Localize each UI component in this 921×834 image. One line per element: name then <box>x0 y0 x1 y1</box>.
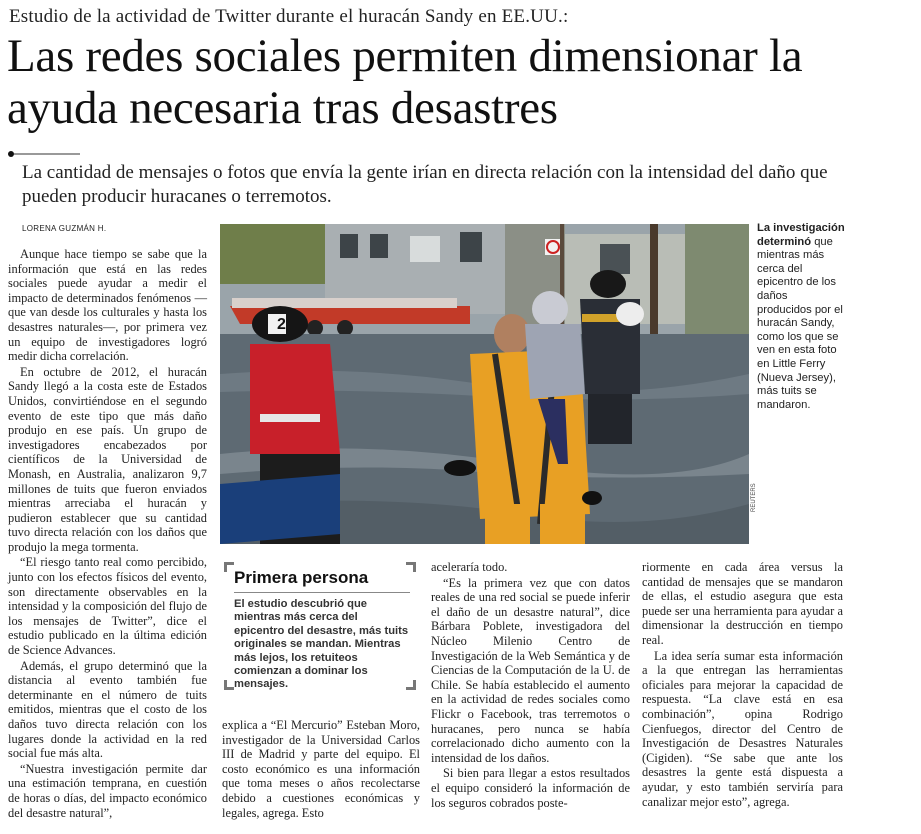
paragraph: Aunque hace tiempo se sabe que la información que está en las redes sociales puede ayudar a medir el impacto de determinados fenómenos —que van desde los culturales y hasta los desastres naturales—, por primera vez un equipo de investigadores logró medir dicha correlación. <box>8 247 207 364</box>
sidebar-rule <box>234 592 410 593</box>
caption-text: que mientras más cerca del epicentro de los daños producidos por el huracán Sandy, como los que se ven en esta foto en Little Ferry (Nueva Jersey), más tuits se mandaron. <box>757 235 843 411</box>
article-kicker: Estudio de la actividad de Twitter durante el huracán Sandy en EE.UU.: <box>9 6 569 27</box>
article-column-3 <box>431 560 630 811</box>
article-deck: La cantidad de mensajes o fotos que envía la gente irían en directa relación con la intensidad del daño que pueden producir huracanes o terremotos. <box>22 162 828 207</box>
news-photo <box>220 224 749 544</box>
byline: LORENA GUZMÁN H. <box>22 224 107 233</box>
deck-rule <box>14 153 80 155</box>
photo-credit: REUTERS <box>751 483 757 512</box>
caption-lead: La investigación determinó <box>757 222 845 248</box>
photo-caption <box>757 222 845 412</box>
flood-rescue-photo <box>220 224 749 544</box>
paragraph: explica a “El Mercurio” Esteban Moro, investigador de la Universidad Carlos III de Madrid y parte del equipo. El costo económico es una información que toma meses o años recolectarse debido a cuestiones económicas y legales, agrega. Esto <box>222 718 420 820</box>
helmet-number: 2 <box>277 316 286 333</box>
article-column-2 <box>222 718 420 821</box>
paragraph: aceleraría todo. <box>431 560 508 574</box>
paragraph: Si bien para llegar a estos resultados el equipo consideró la información de los seguros cobrados poste- <box>431 766 630 810</box>
sidebar-body: El estudio descubrió que mientras más cerca del epicentro del desastre, más tuits originales se mandan. Mientras más lejos, los retuiteos comienzan a dominar los mensajes. <box>234 598 409 691</box>
sidebar-title: Primera persona <box>234 568 369 587</box>
paragraph: Además, el grupo determinó que la distancia al evento también fue determinante en el número de tuits emitidos, mientras que el costo de los daños tuvo directa relación con los lugares donde la actividad en la red social fue más alta. <box>8 658 207 761</box>
sidebar-box <box>224 562 416 690</box>
article-column-4 <box>642 560 843 810</box>
paragraph: “Es la primera vez que con datos reales de una red social se puede inferir el daño de un desastre natural”, dice Bárbara Poblete, investigadora del Núcleo Milenio Centro de Investigación de la Web Semántica y de Ciencias de la Computación de la U. de Chile. Se había establecido el aumento en la actividad de redes sociales como Flickr o Facebook, tras terremotos o huracanes, pero nunca se había correlacionado dicho aumento con la intensidad de los daños. <box>431 575 630 765</box>
paragraph: En octubre de 2012, el huracán Sandy llegó a la costa este de Estados Unidos, convirtiéndose en el segundo evento de este tipo que más daño produjo en ese país. Un grupo de investigadores encabezados por científicos de la Universidad de Monash, en Australia, analizaron 9,7 millones de tuits que fueron enviados mientras arreciaba el huracán y pudieron establecer que su cantidad tuvo directa relación con los daños que produjo la mega tormenta. <box>8 364 207 554</box>
paragraph: “El riesgo tanto real como percibido, junto con los efectos físicos del evento, son directamente observables en la intensidad y la composición del flujo de los mensajes de Twitter”, dice el estudio publicado en la última edición de Science Advances. <box>8 555 207 658</box>
article-headline: Las redes sociales permiten dimensionar la ayuda necesaria tras desastres <box>7 30 803 134</box>
paragraph: La idea sería sumar esta información a la que entregan las herramientas oficiales para mejorar la capacidad de respuesta. “La clave está en esa combinación”, opina Rodrigo Cienfuegos, director del Centro de Investigación de Desastres Naturales (Cigiden). “Se sabe que ante los desastres la gente está dispuesta a ayudar, y esto también serviría para canalizar mejor esto”, agrega. <box>642 648 843 809</box>
paragraph: riormente en cada área versus la cantidad de mensajes que se mandaron de ellas, el estudio asegura que esta puede ser una herramienta para ayudar a dimensionar la destrucción en tiempo real. <box>642 560 843 647</box>
article-column-1 <box>8 247 207 821</box>
paragraph: “Nuestra investigación permite dar una estimación temprana, en cuestión de horas o días, del impacto económico del desastre natural”, <box>8 761 207 820</box>
